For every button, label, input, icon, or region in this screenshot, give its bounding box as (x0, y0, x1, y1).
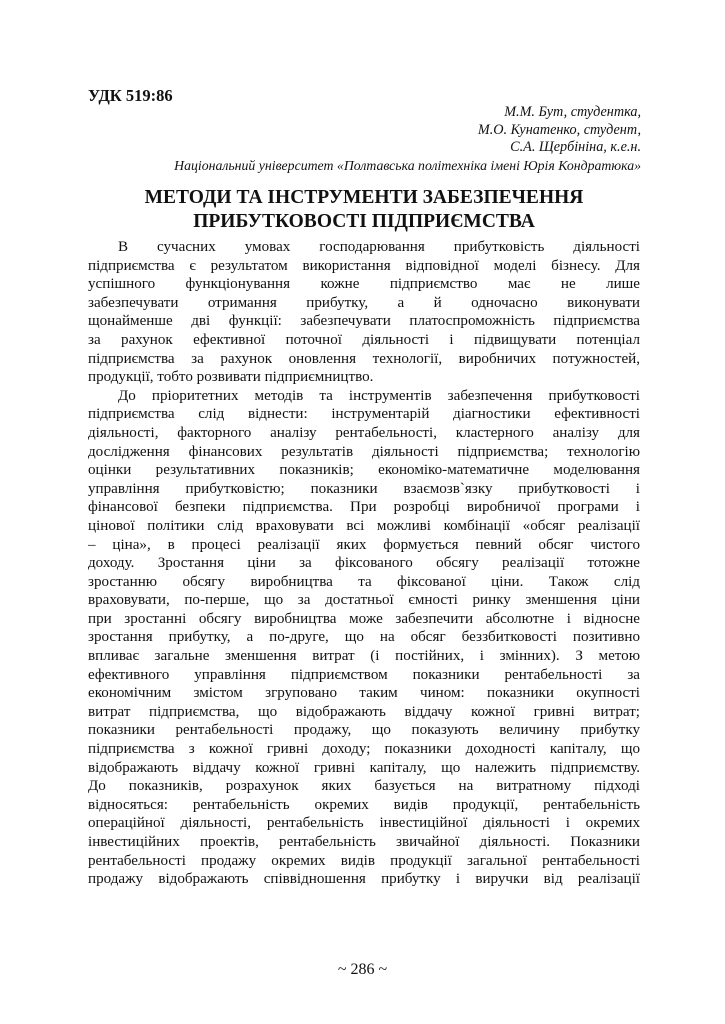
author-block (174, 104, 641, 174)
body-line: доходу. Зростання ціни за фіксованого обсягу реалізації тотожне (88, 555, 640, 572)
body-line: – ціна», в процесі реалізації яких формується певний обсяг чистого (88, 536, 640, 553)
body-line: відносяться: рентабельність окремих видів продукції, рентабельність (88, 796, 640, 813)
body-line: продажу відображають співвідношення прибутку і виручки від реалізації (88, 871, 640, 888)
university-affiliation: Національний університет «Полтавська політехніка імені Юрія Кондратюка» (174, 157, 641, 173)
body-line: оцінки результативних показників; економіко-математичне моделювання (88, 462, 640, 479)
body-line: підприємства слід віднести: інструментарій діагностики ефективності (88, 406, 640, 423)
author-line: С.А. Щербініна, к.е.н. (510, 139, 641, 155)
body-text (88, 238, 640, 889)
body-line: зростання прибутку, а по-друге, що на обсяг беззбитковості позитивно (88, 629, 640, 646)
body-line: управління прибутковістю; показники взаємозв`язку прибутковості і (88, 480, 640, 497)
body-line: витрат підприємства, що відображають віддачу кожної гривні витрат; (88, 703, 640, 720)
body-line: підприємства за рахунок оновлення технології, виробничих потужностей, (88, 350, 640, 367)
body-line: відображають віддачу кожної гривні капіталу, що належить підприємству. (88, 759, 640, 776)
body-line: забезпечувати отримання прибутку, а й одночасно виконувати (88, 294, 640, 311)
body-line: показники рентабельності продажу, що показують величину прибутку (88, 722, 640, 739)
body-line: ефективного управління підприємством показники рентабельності за (88, 666, 640, 683)
body-line: підприємства є результатом використання відповідної моделі бізнесу. Для (88, 257, 640, 274)
body-line: економічним змістом згруповано таким чином: показники окупності (88, 685, 640, 702)
body-line: при зростанні обсягу виробництва може забезпечити абсолютне і відносне (88, 610, 640, 627)
paper-title (88, 186, 640, 233)
body-line: дослідження фінансових результатів діяльності підприємства; технологію (88, 443, 640, 460)
body-line: зростанню обсягу виробництва та фіксованої ціни. Також слід (88, 573, 640, 590)
body-line: щонайменше дві функції: забезпечувати платоспроможність підприємства (88, 313, 640, 330)
body-line: До пріоритетних методів та інструментів забезпечення прибутковості (118, 387, 640, 404)
page-number: ~ 286 ~ (337, 961, 388, 978)
body-line: В сучасних умовах господарювання прибутковість діяльності (118, 239, 640, 255)
udc-code: УДК 519:86 (88, 86, 173, 105)
body-line: діяльності, факторного аналізу рентабельності, кластерного аналізу для (88, 424, 640, 441)
title-line: ПРИБУТКОВОСТІ ПІДПРИЄМСТВА (193, 210, 535, 232)
body-line: підприємства з кожної гривні доходу; показники доходності капіталу, що (88, 741, 640, 758)
body-line: успішного функціонування кожне підприємство має не лише (88, 276, 640, 293)
body-line: операційної діяльності, рентабельність інвестиційної діяльності і окремих (88, 815, 640, 832)
body-line: цінової політики слід враховувати всі можливі комбінації «обсяг реалізації (88, 517, 640, 534)
body-line: продукції, тобто розвивати підприємництво. (88, 369, 374, 386)
body-line: за рахунок ефективної поточної діяльності і підвищувати потенціал (88, 331, 640, 348)
author-line: М.М. Бут, студентка, (504, 104, 641, 120)
body-line: фінансової безпеки підприємства. При розробці виробничої програми і (88, 499, 640, 516)
body-line: інвестиційних проектів, рентабельність звичайної діяльності. Показники (88, 834, 640, 850)
body-line: впливає загальне зменшення витрат (і постійних, і змінних). З метою (88, 648, 640, 665)
author-line: М.О. Кунатенко, студент, (477, 121, 641, 138)
body-line: враховувати, по-перше, що за достатньої ємності ринку зменшення ціни (88, 592, 640, 609)
title-line: МЕТОДИ ТА ІНСТРУМЕНТИ ЗАБЕЗПЕЧЕННЯ (144, 187, 584, 208)
body-line: До показників, розрахунок яких базується на витратному підході (88, 778, 640, 795)
body-line: рентабельності продажу окремих видів продукції загальної рентабельності (88, 852, 640, 869)
